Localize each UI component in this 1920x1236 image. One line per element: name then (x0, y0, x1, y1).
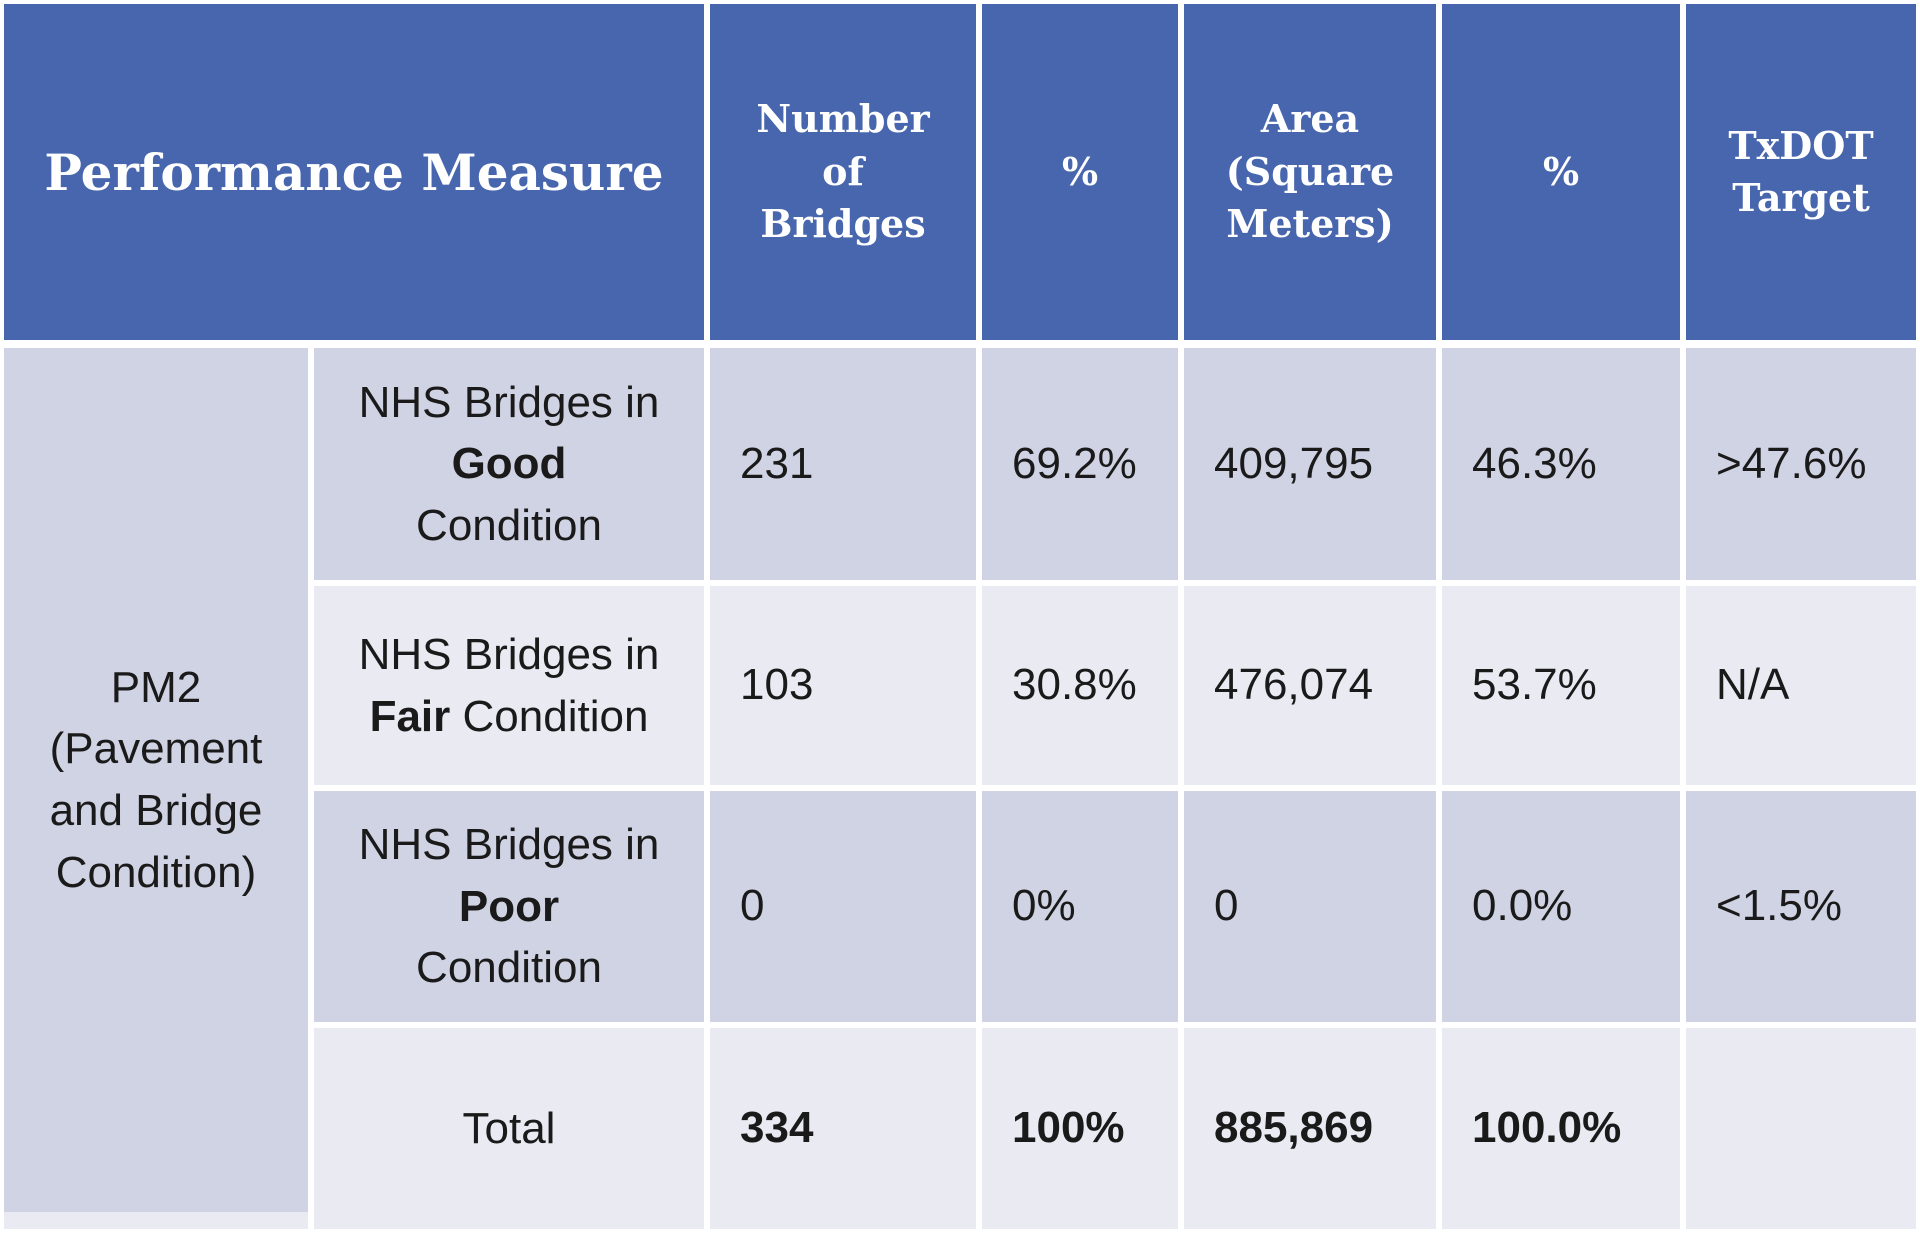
pm2-bottom-filler-cell (4, 1212, 308, 1229)
bridge-count-cell (710, 348, 976, 580)
value-text: 476,074 (1214, 660, 1374, 710)
txdot-target-cell (1686, 348, 1916, 580)
pm2-merged-cell (4, 348, 308, 1212)
value-text: N/A (1716, 660, 1790, 710)
bridge-count-cell (710, 791, 976, 1022)
area-pct-cell (1442, 1028, 1680, 1229)
row-label-line (314, 372, 704, 434)
header-label-line: TxDOT (1728, 122, 1874, 168)
row-label-text: Fair (369, 691, 451, 741)
row-label-text: Condition (416, 943, 602, 993)
value-text: 0% (1012, 881, 1076, 931)
area-pct-cell (1442, 586, 1680, 785)
header-label-line: Meters) (1226, 201, 1394, 247)
header-cell-pct-area (1442, 4, 1680, 340)
bridge-pct-cell (982, 1028, 1178, 1229)
row-label-text: Poor (458, 881, 560, 931)
txdot-target-cell (1686, 586, 1916, 785)
row-label-line (314, 937, 704, 999)
row-label-text: NHS Bridges in (358, 629, 660, 679)
row-label-line (314, 814, 704, 876)
value-text: 0 (740, 881, 765, 931)
value-text: 100.0% (1472, 1103, 1622, 1153)
value-text: 0 (1214, 881, 1239, 931)
area-cell (1184, 348, 1436, 580)
txdot-target-cell (1686, 791, 1916, 1022)
value-text: 334 (740, 1103, 814, 1153)
header-label-line: Number (756, 96, 930, 142)
header-label-line: Bridges (760, 201, 926, 247)
row-label-line (314, 624, 704, 686)
header-cell-number-of-bridges (710, 4, 976, 340)
bridge-pct-cell (982, 791, 1178, 1022)
row-label-text: NHS Bridges in (358, 377, 660, 427)
row-label-line (314, 1098, 704, 1160)
value-text: 885,869 (1214, 1103, 1374, 1153)
txdot-target-cell (1686, 1028, 1916, 1229)
row-label-line (314, 686, 704, 748)
value-text: 53.7% (1472, 660, 1597, 710)
bridge-pct-cell (982, 348, 1178, 580)
value-text: 30.8% (1012, 660, 1137, 710)
area-cell (1184, 1028, 1436, 1229)
header-cell-pct-bridges (982, 4, 1178, 340)
value-text: >47.6% (1716, 438, 1867, 488)
header-label-line: Performance Measure (44, 142, 664, 202)
row-label-line (314, 495, 704, 557)
table-body (4, 348, 1916, 1229)
header-label-line: Area (1260, 96, 1360, 142)
area-pct-cell (1442, 791, 1680, 1022)
header-cell-performance-measure (4, 4, 704, 340)
pm2-label-line: Condition) (55, 847, 257, 897)
row-label-text: NHS Bridges in (358, 820, 660, 870)
value-text: 100% (1012, 1103, 1125, 1153)
value-text: 46.3% (1472, 438, 1597, 488)
bridge-count-cell (710, 1028, 976, 1229)
row-label-line (314, 876, 704, 938)
header-label-line: % (1542, 148, 1580, 194)
header-cell-area-square-meters (1184, 4, 1436, 340)
row-label-text: Condition (416, 500, 602, 550)
row-label-text: Total (462, 1103, 556, 1153)
row-label-line (314, 433, 704, 495)
value-text: 409,795 (1214, 438, 1374, 488)
header-label-line: (Square (1225, 148, 1395, 194)
row-label-cell (314, 348, 704, 580)
row-label-text: Condition (450, 691, 649, 741)
bridge-pct-cell (982, 586, 1178, 785)
value-text: 103 (740, 660, 814, 710)
pm2-label-line: (Pavement (49, 724, 263, 774)
header-row (4, 4, 1916, 340)
value-text: 69.2% (1012, 438, 1137, 488)
row-label-text: Good (451, 439, 567, 489)
area-pct-cell (1442, 348, 1680, 580)
area-cell (1184, 586, 1436, 785)
row-label-cell (314, 791, 704, 1022)
header-label-line: Target (1732, 175, 1870, 220)
pm2-label-line: PM2 (110, 662, 202, 712)
row-label-cell (314, 1028, 704, 1229)
header-label-line: % (1061, 148, 1099, 194)
row-label-cell (314, 586, 704, 785)
bridge-count-cell (710, 586, 976, 785)
value-text: 231 (740, 438, 814, 488)
value-text: 0.0% (1472, 881, 1573, 931)
header-cell-txdot-target (1686, 4, 1916, 340)
area-cell (1184, 791, 1436, 1022)
value-text: <1.5% (1716, 881, 1842, 931)
pm2-label-line: and Bridge (49, 786, 263, 835)
header-label-line: of (822, 148, 864, 194)
